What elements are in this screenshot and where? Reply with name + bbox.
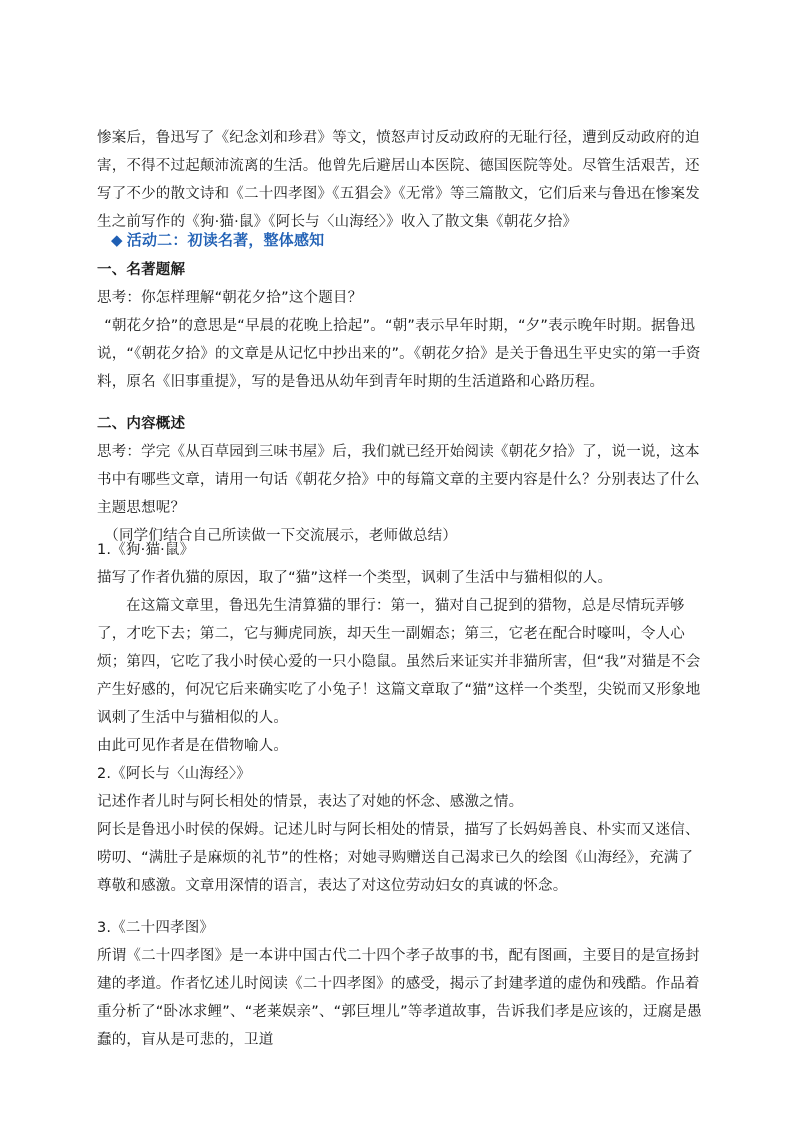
item-1-conclusion: 由此可见作者是在借物喻人。 [97, 738, 289, 754]
section-2-title: 二、内容概述 [97, 416, 186, 432]
item-3-detail: 所谓《二十四孝图》是一本讲中国古代二十四个孝子故事的书，配有图画，主要目的是宣扬封建的孝道。作者忆述儿时阅读《二十四孝图》的感受，揭示了封建孝道的虚伪和残酷。作品着重分析了“卧冰求鲤”、“老莱娱亲”、“郭巨埋儿”等孝道故事，告诉我们孝是应该的，迂腐是愚蠢的，盲从是可悲的，卫道 [97, 948, 702, 1048]
activity-heading-text: 活动二：初读名著，整体感知 [126, 231, 325, 249]
section-2-note: （同学们结合自己所读做一下交流展示，老师做总结） [104, 528, 458, 544]
item-1-detail: 在这篇文章里，鲁迅先生清算猫的罪行：第一，猫对自己捉到的猎物，总是尽情玩弄够了，才吃下去；第二，它与狮虎同族，却天生一副媚态；第三，它老在配合时嚎叫，令人心烦；第四，它吃了我小时侯心爱的一只小隐鼠。虽然后来证实并非猫所害，但“我”对猫是不会产生好感的，何况它后来确实吃了小兔子！这篇文章取了“猫”这样一个类型，尖锐而又形象地讽刺了生活中与猫相似的人。 [97, 598, 701, 726]
section-1-answer: “朝花夕拾”的意思是“早晨的花晚上拾起”。“朝”表示早年时期，“夕”表示晚年时期。据鲁迅说，“《朝花夕拾》的文章是从记忆中抄出来的”。《朝花夕拾》是关于鲁迅生平史实的第一手资料，原名《旧事重提》，写的是鲁迅从幼年到青年时期的生活道路和心路历程。 [97, 318, 701, 390]
item-1-summary: 描写了作者仇猫的原因，取了“猫”这样一个类型，讽刺了生活中与猫相似的人。 [97, 570, 613, 586]
item-3 [97, 914, 707, 1054]
activity-heading-block [97, 226, 707, 254]
item-1-title: 1.《狗·猫·鼠》 [97, 542, 195, 558]
section-2-question: 思考：学完《从百草园到三味书屋》后，我们就已经开始阅读《朝花夕拾》了，说一说，这本书中有哪些文章，请用一句话《朝花夕拾》中的每篇文章的主要内容是什么？分别表达了什么主题思想呢？ [97, 444, 700, 516]
section-1-question: 思考：你怎样理解“朝花夕拾”这个题目？ [97, 290, 363, 306]
item-2-title: 2.《阿长与〈山海经〉》 [97, 766, 251, 782]
intro-block [97, 124, 707, 236]
intro-paragraph: 惨案后，鲁迅写了《纪念刘和珍君》等文，愤怒声讨反动政府的无耻行径，遭到反动政府的迫害，不得不过起颠沛流离的生活。他曾先后避居山本医院、德国医院等处。尽管生活艰苦，还写了不少的散文诗和《二十四孝图》《五猖会》《无常》等三篇散文，它们后来与鲁迅在惨案发生之前写作的《狗·猫·鼠》《阿长与〈山海经〉》收入了散文集《朝花夕拾》 [97, 130, 700, 230]
item-1 [97, 536, 707, 760]
section-1 [97, 256, 707, 396]
section-2 [97, 410, 707, 550]
item-2-summary: 记述作者儿时与阿长相处的情景，表达了对她的怀念、感激之情。 [97, 794, 524, 810]
item-2 [97, 760, 707, 900]
item-3-title: 3.《二十四孝图》 [97, 920, 215, 936]
section-1-title: 一、名著题解 [97, 262, 186, 278]
diamond-bullet-icon: ◆ [111, 231, 123, 249]
item-2-detail: 阿长是鲁迅小时侯的保姆。记述儿时与阿长相处的情景，描写了长妈妈善良、朴实而又迷信、唠叨、“满肚子是麻烦的礼节”的性格；对她寻购赠送自己渴求已久的绘图《山海经》，充满了尊敬和感激。文章用深情的语言，表达了对这位劳动妇女的真诚的怀念。 [97, 822, 700, 894]
activity-heading [97, 226, 707, 254]
